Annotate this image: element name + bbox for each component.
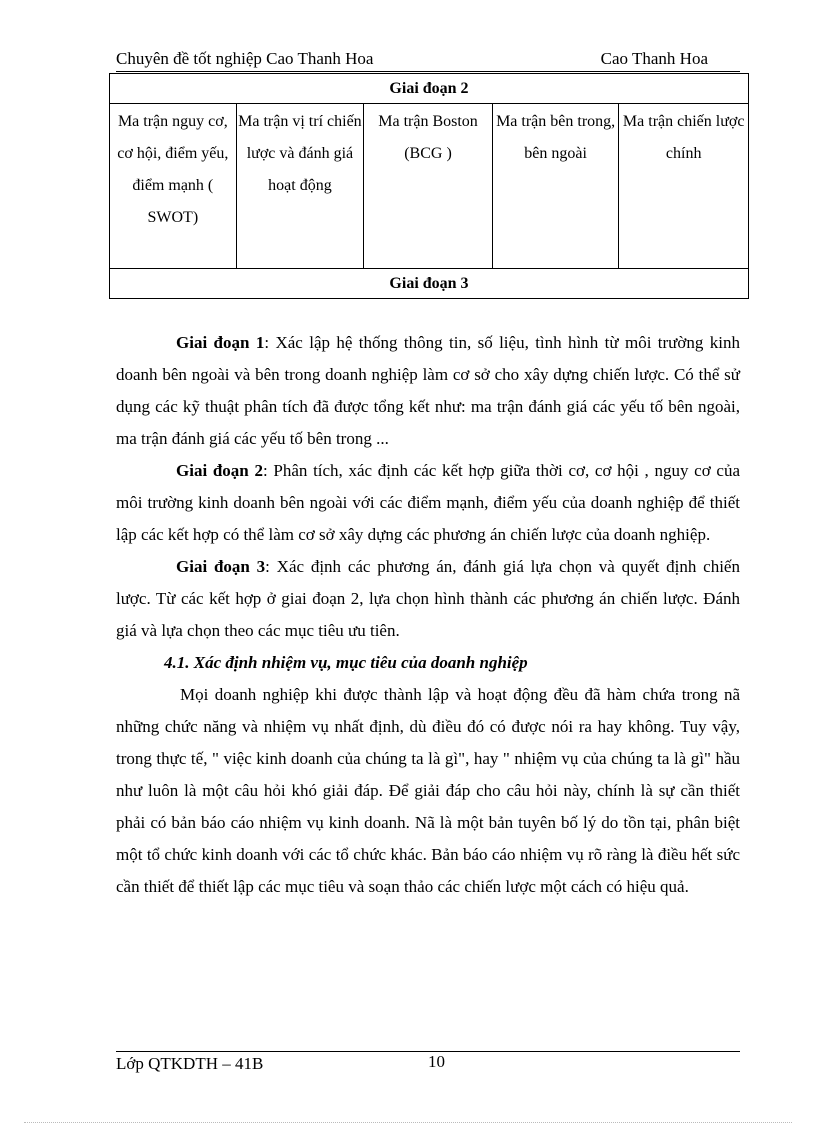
cell-swot: Ma trận nguy cơ, cơ hội, điểm yếu, điểm mạnh ( SWOT): [110, 104, 237, 269]
paragraph-stage-2: [116, 455, 740, 551]
stage-2-text: : Phân tích, xác định các kết hợp giữa thời cơ, cơ hội , nguy cơ của môi trường kinh doanh bên ngoài với các điểm mạnh, điểm yếu của doanh nghiệp để thiết lập các kết hợp có thể làm cơ sở xây dựng các phương án chiến lược của doanh nghiệp.: [116, 461, 740, 544]
footer-class: Lớp QTKDTH – 41B: [116, 1054, 264, 1073]
cell-strategic-position: Ma trận vị trí chiến lược và đánh giá hoạt động: [236, 104, 364, 269]
stage-2-title: Giai đoạn 2: [110, 74, 749, 104]
paragraph-stage-3: [116, 551, 740, 647]
page-header: [116, 49, 740, 72]
stage-3-text: : Xác định các phương án, đánh giá lựa chọn và quyết định chiến lược. Từ các kết hợp ở giai đoạn 2, lựa chọn hình thành các phương án chiến lược. Đánh giá và lựa chọn theo các mục tiêu ưu tiên.: [116, 557, 740, 640]
section-heading: 4.1. Xác định nhiệm vụ, mục tiêu của doanh nghiệp: [164, 653, 528, 672]
cell-grand-strategy: Ma trận chiến lược chính: [619, 104, 749, 269]
page-number: 10: [428, 1052, 445, 1071]
cell-bcg: Ma trận Boston (BCG ): [364, 104, 493, 269]
stage-3-title: Giai đoạn 3: [110, 269, 749, 299]
header-title: Chuyên đề tốt nghiệp Cao Thanh Hoa: [116, 49, 374, 68]
stage-table: [109, 73, 749, 299]
paragraph-stage-1: [116, 327, 740, 455]
stage-2-label: Giai đoạn 2: [176, 461, 263, 480]
paragraph-mission: Mọi doanh nghiệp khi được thành lập và hoạt động đều đã hàm chứa trong nã những chức năng và nhiệm vụ nhất định, dù điều đó có được nói ra hay không. Tuy vậy, trong thực tế, " việc kinh doanh của chúng ta là gì", hay " nhiệm vụ của chúng ta là gì" hầu như luôn là một câu hỏi khó giải đáp. Để giải đáp cho câu hỏi này, chính là sự cần thiết phải có bản báo cáo nhiệm vụ kinh doanh. Nã là một bản tuyên bố lý do tồn tại, phân biệt một tổ chức kinh doanh với các tổ chức khác. Bản báo cáo nhiệm vụ rõ ràng là điều hết sức cần thiết để thiết lập các mục tiêu và soạn thảo các chiến lược một cách có hiệu quả.: [116, 685, 740, 896]
stage-3-label: Giai đoạn 3: [176, 557, 266, 576]
body-text: [116, 327, 740, 903]
stage-1-text: : Xác lập hệ thống thông tin, số liệu, tình hình từ môi trường kinh doanh bên ngoài và bên trong doanh nghiệp làm cơ sở cho xây dựng chiến lược. Có thể sử dụng các kỹ thuật phân tích đã được tổng kết như: ma trận đánh giá các yếu tố bên ngoài, ma trận đánh giá các yếu tố bên trong ...: [116, 333, 740, 448]
header-author: Cao Thanh Hoa: [600, 49, 708, 68]
cell-internal-external: Ma trận bên trong, bên ngoài: [492, 104, 619, 269]
stage-1-label: Giai đoạn 1: [176, 333, 265, 352]
